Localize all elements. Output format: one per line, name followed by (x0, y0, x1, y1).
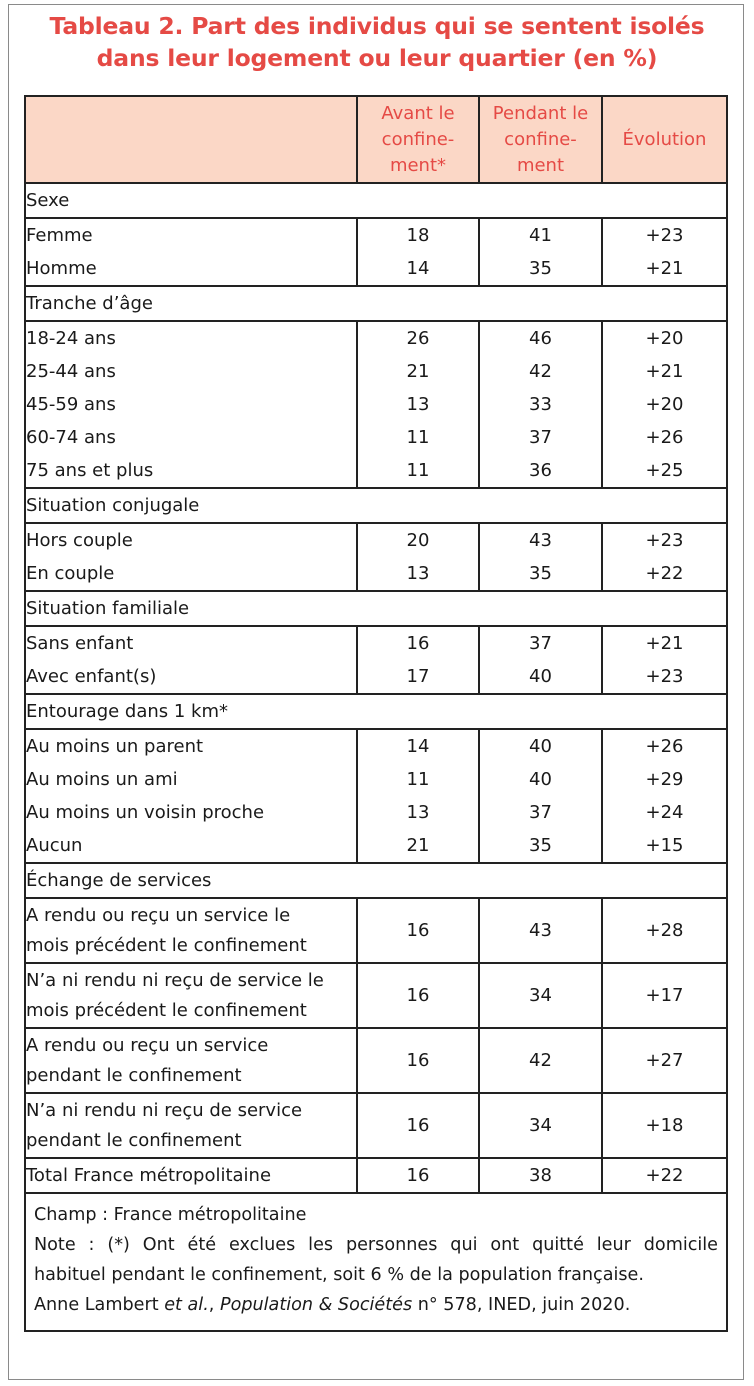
data-table (24, 95, 728, 1332)
cell-pendant: 42 (479, 355, 602, 388)
header-avant (357, 96, 479, 183)
header-evolution: Évolution (602, 96, 727, 183)
cell-evolution: +29 (602, 763, 727, 796)
table-row (25, 557, 727, 591)
row-label-line: 60-74 ans (26, 427, 116, 448)
total-pendant: 38 (479, 1158, 602, 1193)
section-title: Tranche d’âge (25, 286, 727, 321)
cell-avant: 26 (357, 321, 479, 355)
row-label (25, 796, 357, 829)
cell-pendant: 37 (479, 626, 602, 660)
table-row (25, 898, 727, 963)
section-header-row (25, 488, 727, 523)
cell-pendant: 35 (479, 829, 602, 863)
cell-avant: 16 (357, 963, 479, 1028)
cell-evolution: +23 (602, 660, 727, 694)
cell-pendant: 43 (479, 898, 602, 963)
cell-avant: 16 (357, 898, 479, 963)
row-label-line: A rendu ou reçu un service (26, 1034, 269, 1056)
cell-pendant: 36 (479, 454, 602, 488)
row-label-line: 25-44 ans (26, 361, 116, 382)
cell-avant: 21 (357, 355, 479, 388)
cell-pendant: 34 (479, 963, 602, 1028)
section-header-row (25, 183, 727, 218)
cell-pendant: 40 (479, 729, 602, 763)
row-label (25, 729, 357, 763)
cell-avant: 20 (357, 523, 479, 557)
cell-pendant: 35 (479, 557, 602, 591)
cell-pendant: 40 (479, 660, 602, 694)
cell-pendant: 37 (479, 421, 602, 454)
row-label-line: 45-59 ans (26, 394, 116, 415)
cell-evolution: +23 (602, 523, 727, 557)
total-avant: 16 (357, 1158, 479, 1193)
exclusion-note-line-1: Note : (*) Ont été exclues les personnes qui ont quitté leur domicile (34, 1235, 718, 1255)
row-label (25, 355, 357, 388)
cell-evolution: +25 (602, 454, 727, 488)
table-row (25, 626, 727, 660)
cell-pendant: 43 (479, 523, 602, 557)
row-label (25, 1093, 357, 1158)
row-label-line: mois précédent le confinement (26, 934, 307, 956)
cell-pendant: 42 (479, 1028, 602, 1093)
table-row (25, 454, 727, 488)
cell-pendant: 35 (479, 252, 602, 286)
table-row (25, 388, 727, 421)
table-title-line-2: dans leur logement ou leur quartier (en %) (96, 44, 658, 72)
table-row (25, 1028, 727, 1093)
row-label-line: Hors couple (26, 530, 133, 551)
source-authors: Anne Lambert (34, 1295, 165, 1315)
source-details: n° 578, INED, juin 2020. (412, 1295, 631, 1315)
row-label (25, 963, 357, 1028)
table-row (25, 963, 727, 1028)
table-row (25, 763, 727, 796)
cell-avant: 17 (357, 660, 479, 694)
row-label-line: Aucun (26, 835, 83, 856)
cell-evolution: +24 (602, 796, 727, 829)
cell-evolution: +28 (602, 898, 727, 963)
row-label-line: N’a ni rendu ni reçu de service (26, 1099, 303, 1121)
cell-evolution: +18 (602, 1093, 727, 1158)
notes-cell (25, 1193, 727, 1331)
row-label-line: Femme (26, 225, 93, 246)
cell-pendant: 34 (479, 1093, 602, 1158)
row-label-line: Au moins un voisin proche (26, 802, 265, 823)
row-label-line: A rendu ou reçu un service le (26, 904, 291, 926)
source-citation (34, 1290, 718, 1320)
cell-pendant: 37 (479, 796, 602, 829)
row-label (25, 252, 357, 286)
row-label (25, 388, 357, 421)
cell-avant: 18 (357, 218, 479, 252)
cell-avant: 16 (357, 626, 479, 660)
row-label-line: Homme (26, 258, 97, 279)
cell-evolution: +20 (602, 321, 727, 355)
champ-note: Champ : France métropolitaine (34, 1205, 307, 1225)
cell-pendant: 46 (479, 321, 602, 355)
cell-evolution: +22 (602, 557, 727, 591)
cell-avant: 14 (357, 729, 479, 763)
section-title: Entourage dans 1 km* (25, 694, 727, 729)
row-label-line: mois précédent le confinement (26, 999, 307, 1021)
table-row (25, 660, 727, 694)
row-label (25, 421, 357, 454)
table-row (25, 1093, 727, 1158)
table-row (25, 796, 727, 829)
section-title: Sexe (25, 183, 727, 218)
section-header-row (25, 863, 727, 898)
row-label (25, 1028, 357, 1093)
cell-avant: 13 (357, 557, 479, 591)
cell-pendant: 33 (479, 388, 602, 421)
row-label-line: pendant le confinement (26, 1129, 242, 1151)
header-avant-line-2: confine- (381, 128, 455, 150)
table-header-row (25, 96, 727, 183)
cell-evolution: +21 (602, 252, 727, 286)
cell-evolution: +27 (602, 1028, 727, 1093)
cell-evolution: +15 (602, 829, 727, 863)
section-header-row (25, 286, 727, 321)
section-title: Situation familiale (25, 591, 727, 626)
table-title (0, 10, 754, 74)
cell-avant: 13 (357, 796, 479, 829)
table-row (25, 321, 727, 355)
cell-avant: 13 (357, 388, 479, 421)
cell-avant: 11 (357, 421, 479, 454)
total-evolution: +22 (602, 1158, 727, 1193)
cell-evolution: +21 (602, 355, 727, 388)
table-row (25, 252, 727, 286)
header-avant-line-1: Avant le (381, 102, 455, 124)
row-label (25, 557, 357, 591)
table-title-line-1: Tableau 2. Part des individus qui se sentent isolés (49, 12, 705, 40)
row-label (25, 660, 357, 694)
row-label-line: Au moins un parent (26, 736, 204, 757)
header-empty-cell (25, 96, 357, 183)
source-separator: , (208, 1295, 220, 1315)
cell-avant: 11 (357, 763, 479, 796)
row-label-line: Au moins un ami (26, 769, 178, 790)
cell-pendant: 41 (479, 218, 602, 252)
cell-avant: 16 (357, 1093, 479, 1158)
source-journal: Population & Sociétés (219, 1295, 413, 1315)
section-header-row (25, 694, 727, 729)
row-label (25, 321, 357, 355)
row-label-line: pendant le confinement (26, 1064, 242, 1086)
cell-evolution: +26 (602, 729, 727, 763)
row-label-line: Sans enfant (26, 633, 134, 654)
row-label-line: N’a ni rendu ni reçu de service le (26, 969, 324, 991)
row-label-line: Avec enfant(s) (26, 666, 157, 687)
table-row (25, 421, 727, 454)
row-label (25, 218, 357, 252)
cell-avant: 16 (357, 1028, 479, 1093)
source-etal: et al. (164, 1295, 209, 1315)
row-label-line: En couple (26, 563, 115, 584)
header-pendant (479, 96, 602, 183)
cell-evolution: +20 (602, 388, 727, 421)
cell-avant: 11 (357, 454, 479, 488)
header-pendant-line-3: ment (516, 154, 565, 176)
header-pendant-line-2: confine- (504, 128, 577, 150)
row-label-line: 75 ans et plus (26, 460, 154, 481)
table-row (25, 729, 727, 763)
section-title: Échange de services (25, 863, 727, 898)
header-pendant-line-1: Pendant le (492, 102, 589, 124)
table-row (25, 523, 727, 557)
cell-evolution: +17 (602, 963, 727, 1028)
total-label: Total France métropolitaine (25, 1158, 357, 1193)
row-label (25, 523, 357, 557)
table-row (25, 829, 727, 863)
table-row (25, 218, 727, 252)
section-title: Situation conjugale (25, 488, 727, 523)
section-header-row (25, 591, 727, 626)
header-avant-line-3: ment* (389, 154, 447, 176)
cell-evolution: +26 (602, 421, 727, 454)
cell-pendant: 40 (479, 763, 602, 796)
row-label (25, 898, 357, 963)
cell-avant: 21 (357, 829, 479, 863)
exclusion-note-line-2: habituel pendant le confinement, soit 6 % de la population française. (34, 1265, 644, 1285)
notes-row (25, 1193, 727, 1331)
cell-evolution: +23 (602, 218, 727, 252)
row-label-line: 18-24 ans (26, 328, 116, 349)
table-row (25, 355, 727, 388)
row-label (25, 829, 357, 863)
cell-evolution: +21 (602, 626, 727, 660)
total-row (25, 1158, 727, 1193)
row-label (25, 626, 357, 660)
cell-avant: 14 (357, 252, 479, 286)
row-label (25, 454, 357, 488)
row-label (25, 763, 357, 796)
